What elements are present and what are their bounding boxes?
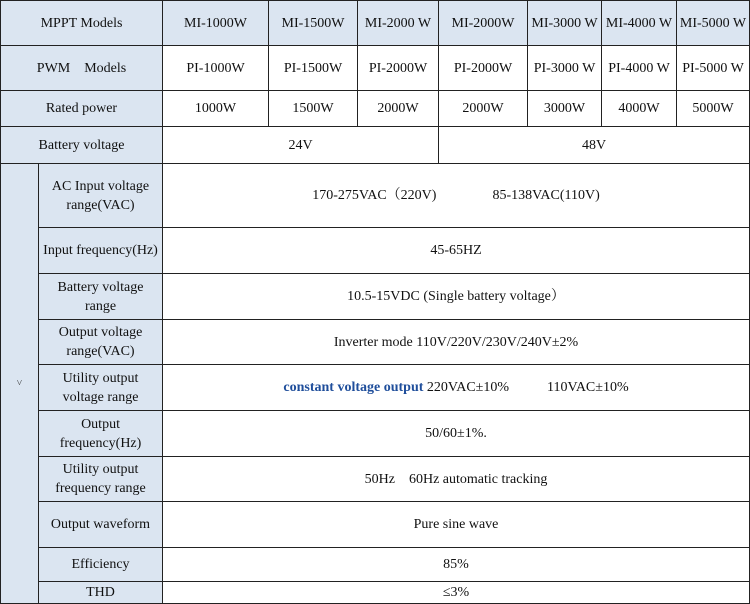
pwm-model: PI-1500W [269,46,358,91]
rated-power-row [1,91,750,127]
rated-power-value: 5000W [677,91,750,127]
pwm-model: PI-2000W [358,46,439,91]
rated-power-value: 4000W [602,91,677,127]
pwm-model: PI-2000W [439,46,528,91]
output-voltage-row [1,320,750,365]
input-frequency-row [1,228,750,274]
mppt-model: MI-3000 W [528,1,602,46]
rated-power-value: 2000W [439,91,528,127]
waveform-value: Pure sine wave [163,502,750,548]
mppt-model: MI-5000 W [677,1,750,46]
rated-power-value: 3000W [528,91,602,127]
pwm-label: PWM Models [1,46,163,91]
battery-voltage-high: 48V [439,127,750,164]
battery-range-value: 10.5-15VDC (Single battery voltage） [163,274,750,320]
battery-voltage-label: Battery voltage [1,127,163,164]
battery-voltage-row [1,127,750,164]
utility-output-row [1,365,750,411]
utility-frequency-label: Utility output frequency range [39,457,163,502]
battery-range-label: Battery voltage range [39,274,163,320]
pwm-model: PI-5000 W [677,46,750,91]
pwm-row [1,46,750,91]
output-voltage-value: Inverter mode 110V/220V/230V/240V±2% [163,320,750,365]
pwm-model: PI-4000 W [602,46,677,91]
constant-voltage-highlight: constant voltage output [283,380,424,395]
mppt-row [1,1,750,46]
thd-label: THD [39,582,163,604]
chevron-down-icon: ˅ [16,377,23,389]
ac-input-value [163,164,750,228]
output-frequency-label: Output frequency(Hz) [39,411,163,457]
output-voltage-label: Output voltage range(VAC) [39,320,163,365]
rated-power-label: Rated power [1,91,163,127]
rated-power-value: 1000W [163,91,269,127]
thd-value: ≤3% [163,582,750,604]
pwm-model: PI-1000W [163,46,269,91]
efficiency-row [1,548,750,582]
output-frequency-row [1,411,750,457]
utility-frequency-value [163,457,750,502]
pwm-model: PI-3000 W [528,46,602,91]
efficiency-label: Efficiency [39,548,163,582]
battery-range-row [1,274,750,320]
output-frequency-value: 50/60±1%. [163,411,750,457]
utility-output-220: 220VAC±10% [426,380,510,395]
rated-power-value: 1500W [269,91,358,127]
waveform-label: Output waveform [39,502,163,548]
input-frequency-label: Input frequency(Hz) [39,228,163,274]
input-frequency-value: 45-65HZ [163,228,750,274]
thd-row [1,582,750,604]
utility-frequency-50: 50Hz [364,471,395,487]
efficiency-value: 85% [163,548,750,582]
utility-output-label: Utility output voltage range [39,365,163,411]
mppt-model: MI-2000 W [358,1,439,46]
utility-output-110: 110VAC±10% [547,380,629,395]
mppt-model: MI-4000 W [602,1,677,46]
battery-voltage-low: 24V [163,127,439,164]
waveform-row [1,502,750,548]
utility-output-value [163,365,750,411]
mppt-model: MI-2000W [439,1,528,46]
ac-input-row [1,164,750,228]
side-group-cell [1,164,39,604]
utility-frequency-60: 60Hz automatic tracking [408,471,548,487]
mppt-model: MI-1500W [269,1,358,46]
ac-input-value-220: 170-275VAC（220V) [312,188,437,203]
ac-input-value-110: 85-138VAC(110V) [492,188,600,203]
utility-frequency-row [1,457,750,502]
mppt-model: MI-1000W [163,1,269,46]
rated-power-value: 2000W [358,91,439,127]
ac-input-label: AC Input voltage range(VAC) [39,164,163,228]
mppt-label: MPPT Models [1,1,163,46]
